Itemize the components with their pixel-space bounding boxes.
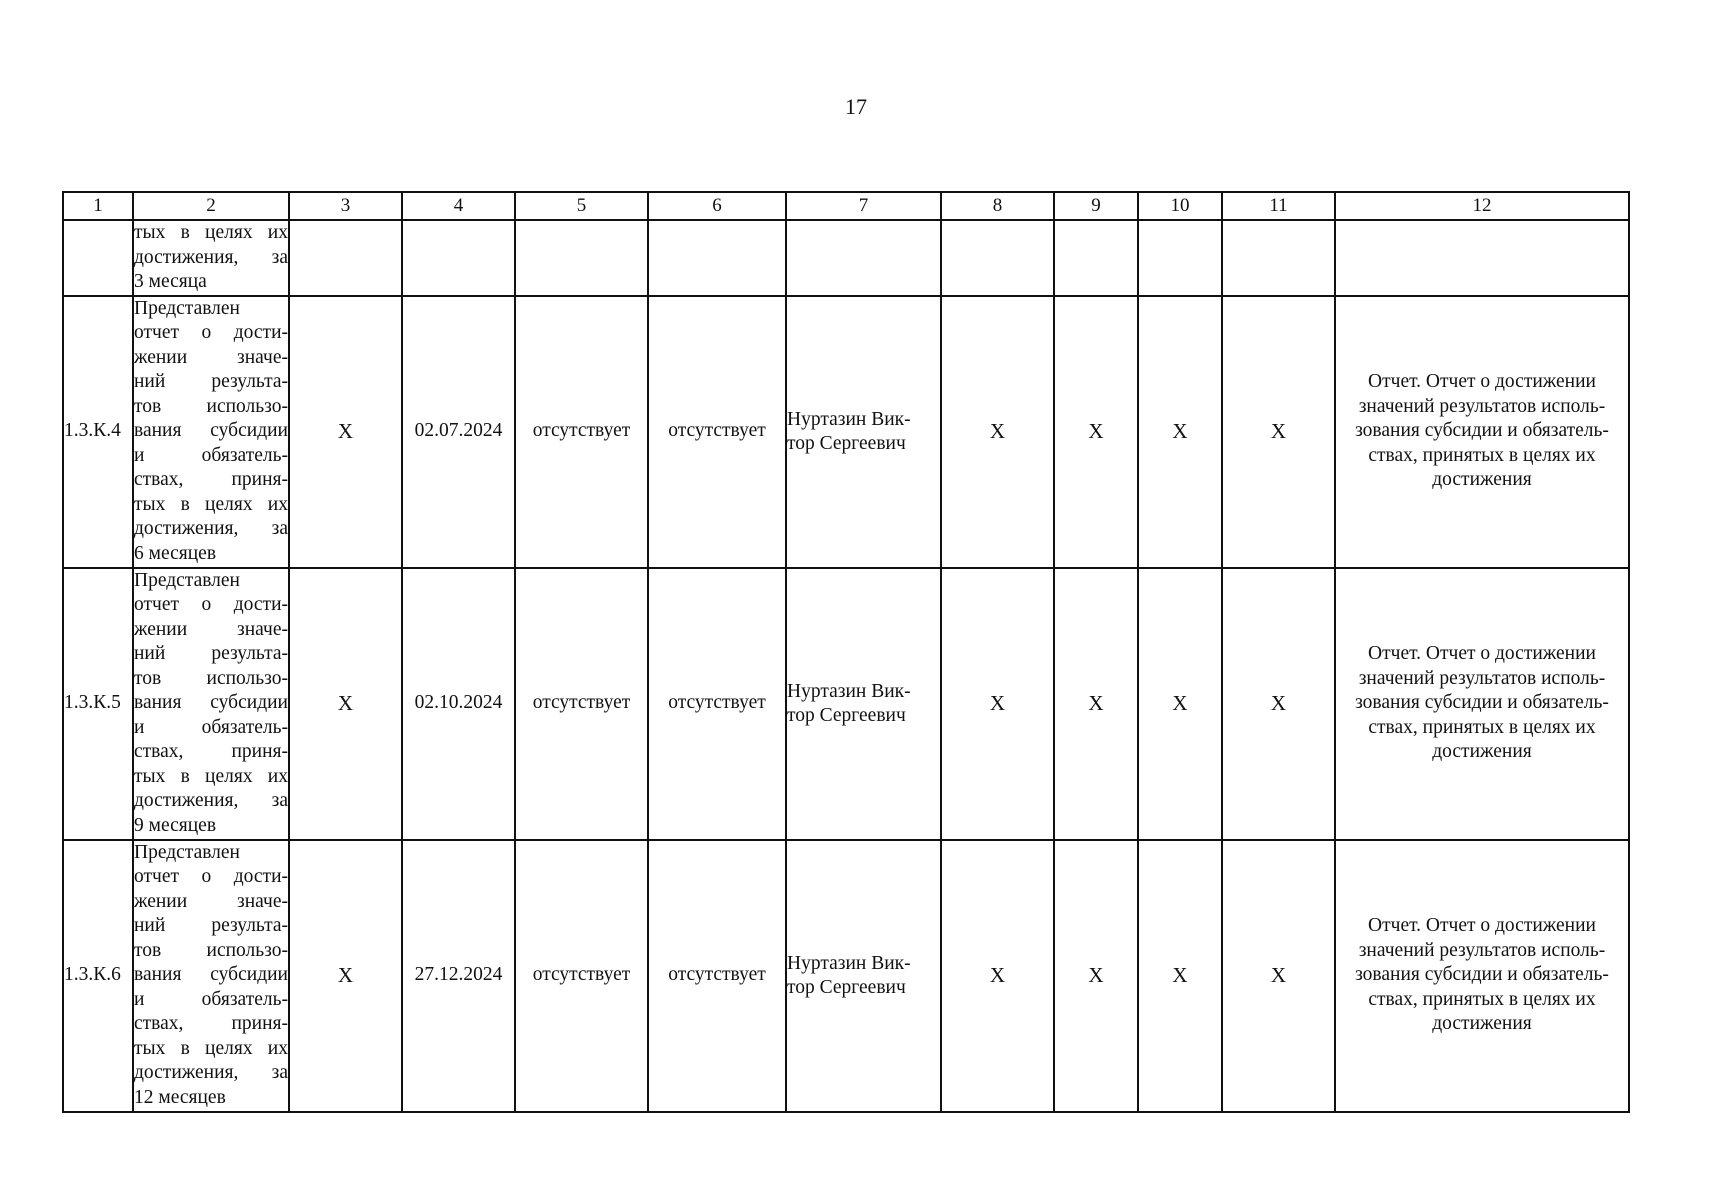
note-line: Отчет. Отчет о достижении — [1368, 371, 1596, 393]
description-line: Представлен — [134, 569, 240, 591]
responsible-person — [786, 840, 941, 1112]
col3-mark: Х — [289, 296, 402, 568]
code-cell — [63, 220, 133, 296]
cell — [648, 220, 786, 296]
report-table — [62, 191, 1630, 1113]
description-line: вания субсидии — [134, 420, 288, 442]
description-line: отчет о дости- — [134, 866, 288, 888]
column-number: 9 — [1054, 192, 1138, 220]
date-cell: 02.10.2024 — [402, 568, 515, 840]
description-line: и обязатель- — [134, 988, 288, 1010]
person-line: тор Сергеевич — [787, 432, 906, 454]
cell — [1054, 220, 1138, 296]
description-line: и обязатель- — [134, 444, 288, 466]
col8-mark: Х — [941, 568, 1054, 840]
note-line: достижения — [1432, 469, 1532, 491]
col5-status: отсутствует — [515, 840, 648, 1112]
col3-mark: Х — [289, 840, 402, 1112]
col8-mark: Х — [941, 840, 1054, 1112]
note-line: зования субсидии и обязатель- — [1355, 964, 1609, 986]
description-line: 6 месяцев — [134, 542, 217, 564]
column-number: 4 — [402, 192, 515, 220]
column-number: 7 — [786, 192, 941, 220]
column-number-row — [63, 192, 1629, 220]
description-line: Представлен — [134, 841, 240, 863]
col9-mark: Х — [1054, 296, 1138, 568]
col9-mark: Х — [1054, 568, 1138, 840]
description-cell — [133, 296, 289, 568]
note-line: Отчет. Отчет о достижении — [1368, 643, 1596, 665]
col6-status: отсутствует — [648, 568, 786, 840]
note-line: значений результатов исполь- — [1358, 667, 1606, 689]
description-line: вания субсидии — [134, 692, 288, 714]
description-line: тых в целях их — [134, 222, 288, 243]
col8-mark: Х — [941, 296, 1054, 568]
description-line: жении значе- — [134, 890, 288, 912]
col6-status: отсутствует — [648, 840, 786, 1112]
description-line: ний результа- — [134, 915, 288, 937]
note-line: ствах, принятых в целях их — [1368, 444, 1596, 466]
cell — [1335, 220, 1629, 296]
note-line: достижения — [1432, 1013, 1532, 1035]
description-line: ний результа- — [134, 371, 288, 393]
description-cell — [133, 840, 289, 1112]
person-line: Нуртазин Вик- — [787, 680, 911, 702]
description-line: отчет о дости- — [134, 594, 288, 616]
column-number: 5 — [515, 192, 648, 220]
note-line: ствах, принятых в целях их — [1368, 988, 1596, 1010]
column-number: 3 — [289, 192, 402, 220]
col5-status: отсутствует — [515, 296, 648, 568]
column-number: 10 — [1138, 192, 1222, 220]
description-line: тов использо- — [134, 667, 288, 689]
description-cell — [133, 220, 289, 296]
description-line: вания субсидии — [134, 964, 288, 986]
description-line: жении значе- — [134, 346, 288, 368]
column-number: 6 — [648, 192, 786, 220]
responsible-person — [786, 568, 941, 840]
document-note — [1335, 840, 1629, 1112]
responsible-person — [786, 296, 941, 568]
person-line: тор Сергеевич — [787, 704, 906, 726]
table-row — [63, 840, 1629, 1112]
description-line: достижения, за — [134, 790, 288, 812]
col3-mark: Х — [289, 568, 402, 840]
table-row — [63, 296, 1629, 568]
document-note — [1335, 296, 1629, 568]
table-row — [63, 568, 1629, 840]
cell — [1138, 220, 1222, 296]
description-line: достижения, за — [134, 518, 288, 540]
description-line: Представлен — [134, 297, 240, 319]
description-line: достижения, за — [134, 1062, 288, 1084]
column-number: 8 — [941, 192, 1054, 220]
item-code: 1.3.К.4 — [63, 296, 133, 568]
description-line: и обязатель- — [134, 716, 288, 738]
cell — [402, 220, 515, 296]
description-line: отчет о дости- — [134, 322, 288, 344]
continuation-row — [63, 220, 1629, 296]
cell — [941, 220, 1054, 296]
description-line: тых в целях их — [134, 765, 288, 787]
description-line: тых в целях их — [134, 493, 288, 515]
cell — [786, 220, 941, 296]
item-code: 1.3.К.5 — [63, 568, 133, 840]
cell — [1222, 220, 1335, 296]
cell — [289, 220, 402, 296]
col10-mark: Х — [1138, 568, 1222, 840]
col9-mark: Х — [1054, 840, 1138, 1112]
document-note — [1335, 568, 1629, 840]
col11-mark: Х — [1222, 840, 1335, 1112]
description-line: жении значе- — [134, 618, 288, 640]
description-line: ствах, приня- — [134, 469, 288, 491]
person-line: тор Сергеевич — [787, 976, 906, 998]
note-line: ствах, принятых в целях их — [1368, 716, 1596, 738]
col6-status: отсутствует — [648, 296, 786, 568]
description-line: тов использо- — [134, 395, 288, 417]
description-line: 3 месяца — [134, 271, 207, 292]
description-cell — [133, 568, 289, 840]
col11-mark: Х — [1222, 296, 1335, 568]
note-line: значений результатов исполь- — [1358, 939, 1606, 961]
page-number: 17 — [845, 94, 867, 119]
col11-mark: Х — [1222, 568, 1335, 840]
description-line: 9 месяцев — [134, 814, 217, 836]
description-line: 12 месяцев — [134, 1086, 226, 1108]
col10-mark: Х — [1138, 840, 1222, 1112]
item-code: 1.3.К.6 — [63, 840, 133, 1112]
note-line: Отчет. Отчет о достижении — [1368, 915, 1596, 937]
description-line: достижения, за — [134, 246, 288, 268]
date-cell: 27.12.2024 — [402, 840, 515, 1112]
col5-status: отсутствует — [515, 568, 648, 840]
description-line: тых в целях их — [134, 1037, 288, 1059]
description-line: ствах, приня- — [134, 741, 288, 763]
column-number: 12 — [1335, 192, 1629, 220]
note-line: значений результатов исполь- — [1358, 395, 1606, 417]
description-line: тов использо- — [134, 939, 288, 961]
cell — [515, 220, 648, 296]
description-line: ствах, приня- — [134, 1013, 288, 1035]
column-number: 2 — [133, 192, 289, 220]
person-line: Нуртазин Вик- — [787, 952, 911, 974]
column-number: 1 — [63, 192, 133, 220]
note-line: зования субсидии и обязатель- — [1355, 420, 1609, 442]
col10-mark: Х — [1138, 296, 1222, 568]
date-cell: 02.07.2024 — [402, 296, 515, 568]
column-number: 11 — [1222, 192, 1335, 220]
note-line: зования субсидии и обязатель- — [1355, 692, 1609, 714]
person-line: Нуртазин Вик- — [787, 408, 911, 430]
note-line: достижения — [1432, 741, 1532, 763]
description-line: ний результа- — [134, 643, 288, 665]
